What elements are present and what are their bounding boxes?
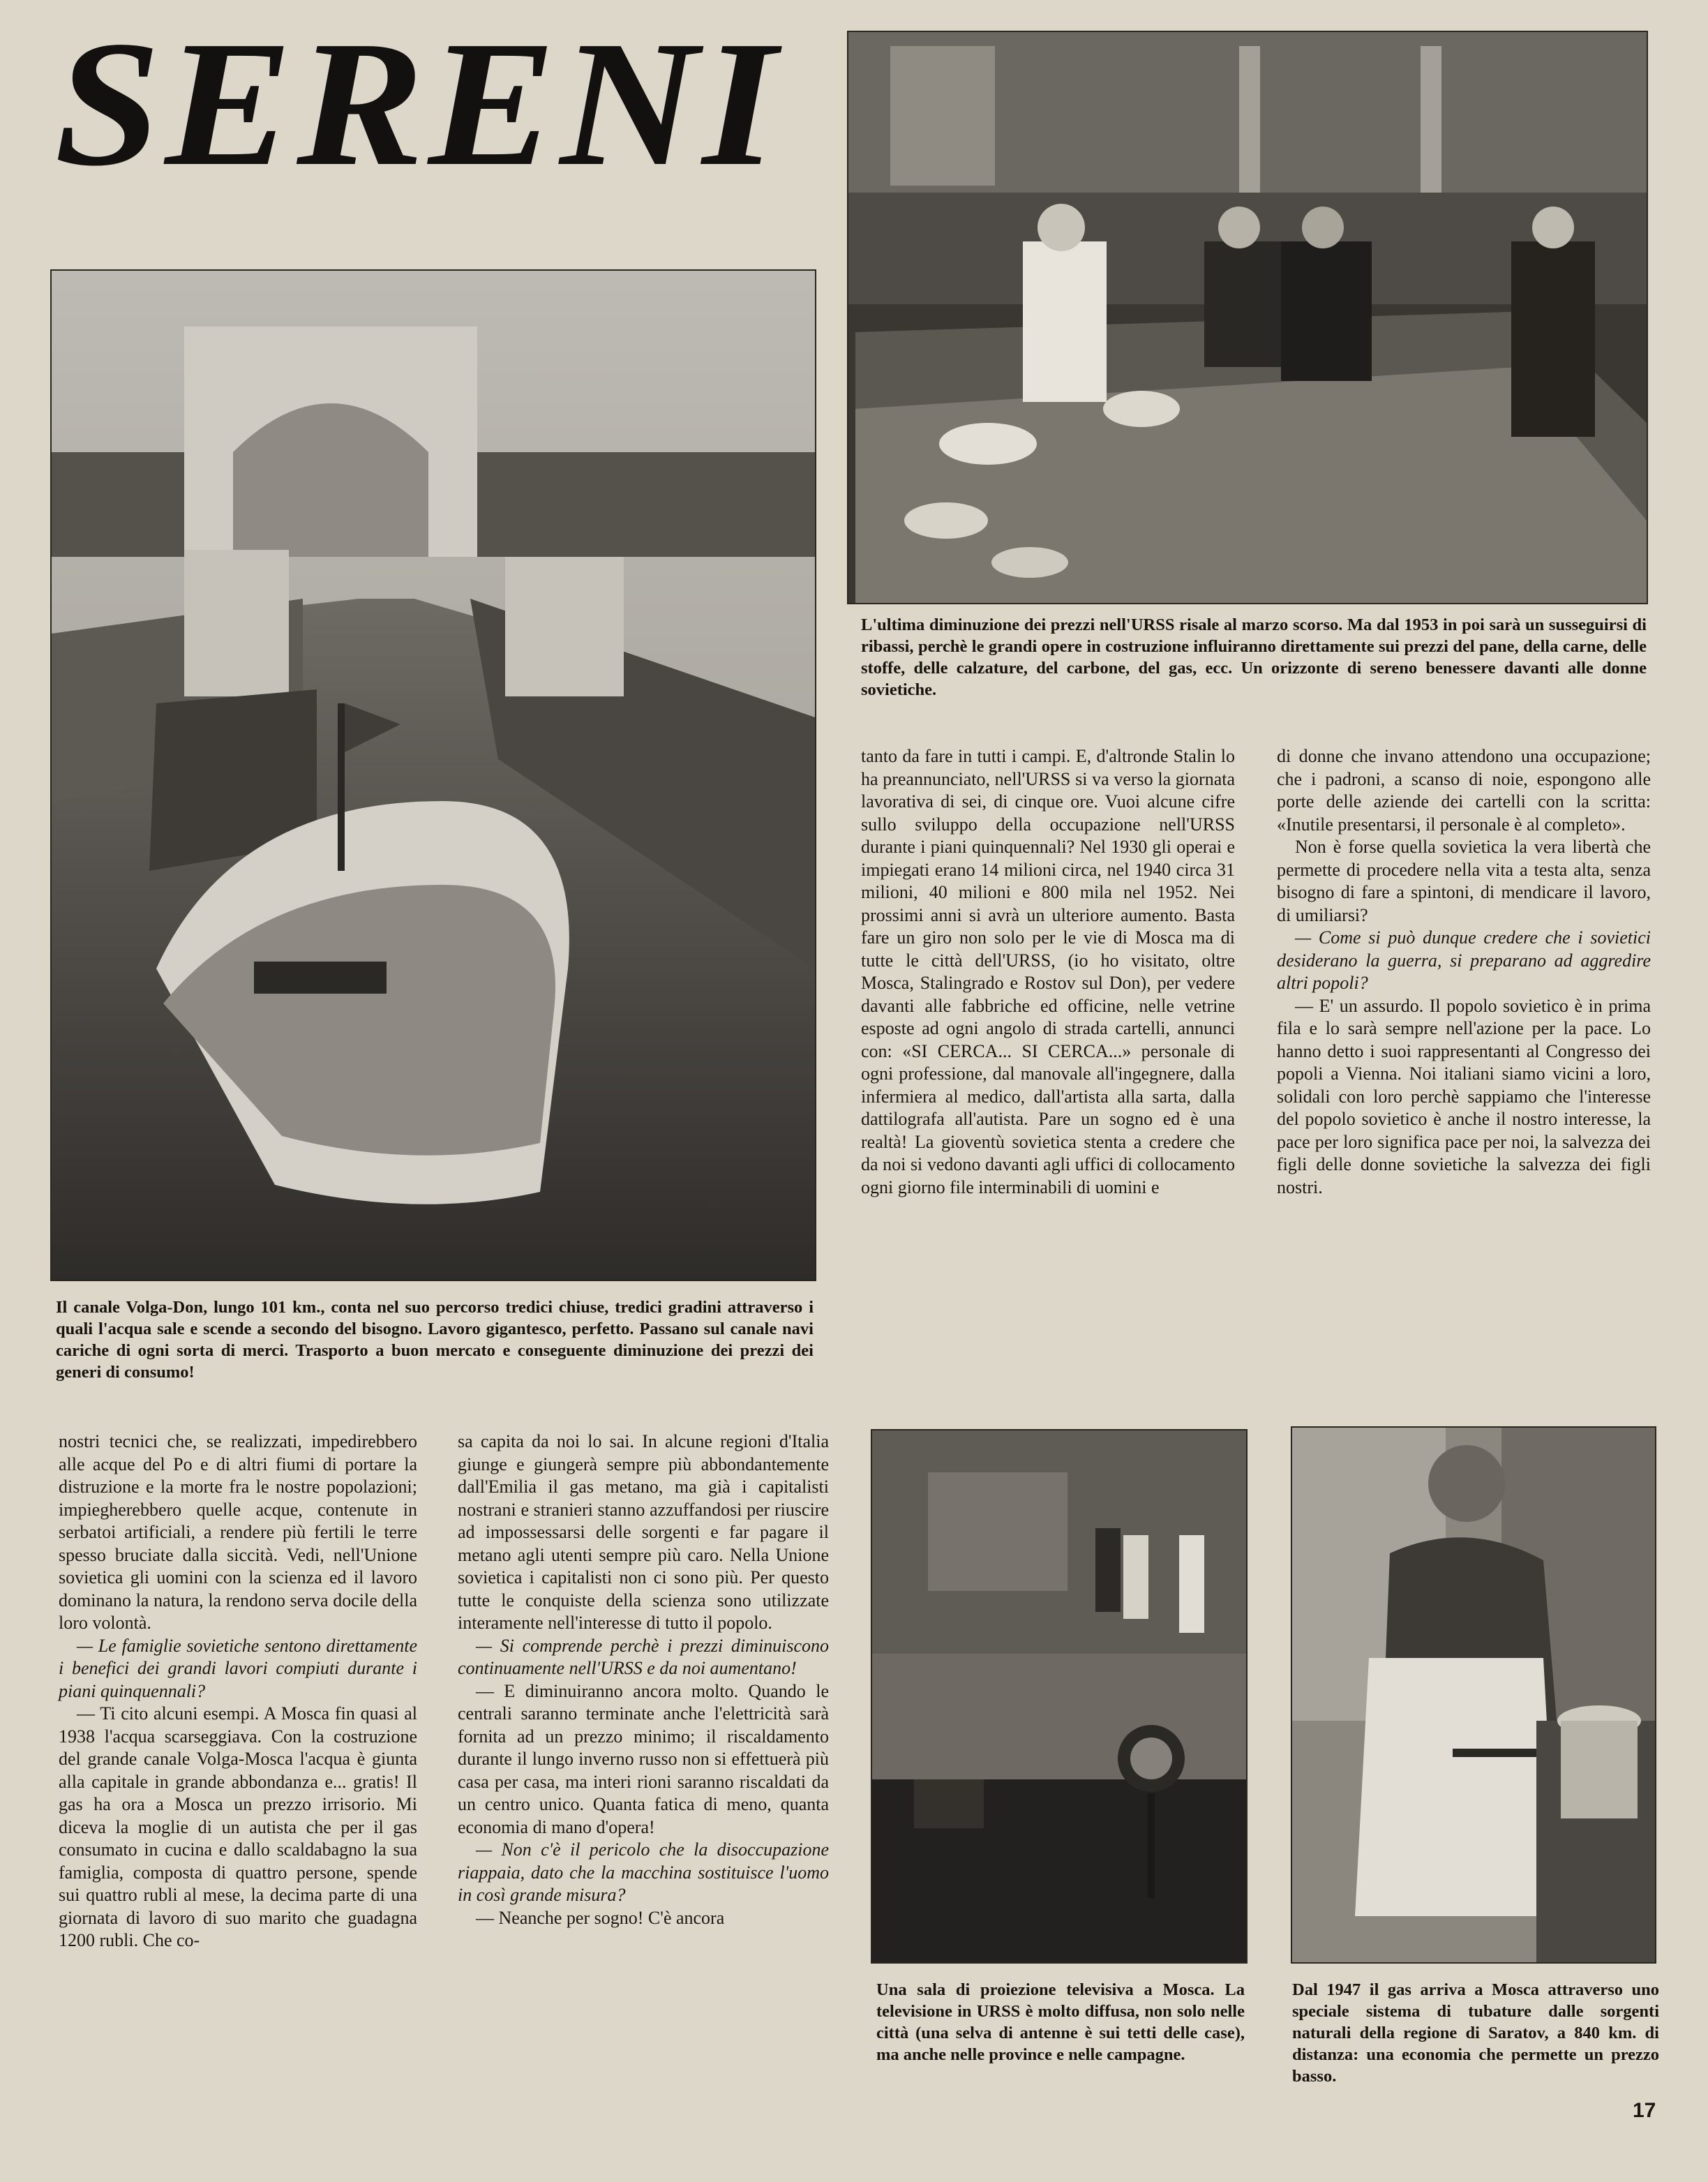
soviet-store-photo xyxy=(847,31,1648,604)
kitchen-photo-caption: Dal 1947 il gas arriva a Mosca attraverso uno speciale sistema di tubature dalle sorgenti naturali della regione di Saratov, a 840 km. di distanza: una economia che permette un prezzo basso. xyxy=(1292,1980,1659,2086)
question-paragraph: — Come si può dunque credere che i sovietici desiderano la guerra, si preparano ad aggredire altri popoli? xyxy=(1277,927,1651,993)
volga-don-canal-photo xyxy=(50,269,816,1281)
tv-photo-caption: Una sala di proiezione televisiva a Mosca. La televisione in URSS è molto diffusa, non solo nelle città (una selva di antenne è sui tetti delle case), ma anche nelle province e nelle campagne. xyxy=(876,1980,1245,2064)
page-number: 17 xyxy=(1633,2099,1656,2122)
television-room-photo xyxy=(871,1429,1248,1964)
canal-photo-caption: Il canale Volga-Don, lungo 101 km., conta nel suo percorso tredici chiuse, tredici gradini attraverso i quali l'acqua sale e scende a secondo del bisogno. Lavoro gigantesco, perfetto. Passano sul canale navi cariche di ogni sorta di merci. Trasporto a buon mercato e conseguente diminuzione dei prezzi dei generi di consumo! xyxy=(56,1298,814,1382)
paragraph: di donne che invano attendono una occupazione; che i padroni, a scanso di noie, espongono alle porte delle aziende dei cartelli con la scritta: «Inutile presentarsi, il personale è al completo». xyxy=(1277,746,1651,835)
article-column-upper-left xyxy=(861,745,1235,1199)
article-column-lower-left xyxy=(59,1430,417,1952)
paragraph: — E diminuiranno ancora molto. Quando le centrali saranno terminate anche l'elettricità sarà fornita ad un prezzo minimo; il riscaldamento durante il lungo inverno russo non si effettuerà più casa per casa, ma interi rioni saranno riscaldati da un centro unico. Quanta fatica di meno, quanta economia di mano d'opera! xyxy=(458,1680,829,1837)
paragraph: tanto da fare in tutti i campi. E, d'altronde Stalin lo ha preannunciato, nell'URSS si va verso la giornata lavorativa di sei, di cinque ore. Vuoi alcune cifre sullo sviluppo della occupazione nell'URSS durante i piani quinquennali? Nel 1930 gli operai e impiegati erano 14 milioni circa, nel 1940 circa 31 milioni, 40 milioni e 800 mila nel 1952. Nei prossimi anni si avrà un ulteriore aumento. Basta fare un giro non solo per le vie di Mosca ma di tutte le città dell'URSS, (io ho visitato, oltre Mosca, Stalingrado e Rostov sul Don), per vedere davanti alle fabbriche ed officine, nelle vetrine esposte ad ogni angolo di strada cartelli, annunci con: «SI CERCA... SI CERCA...» personale di ogni professione, dal manovale all'ingegnere, dalla infermiera al medico, dall'artista alla sarta, dalla dattilografa all'autista. Pare un sogno ed è una realtà! La gioventù sovietica stenta a credere che da noi si vedono davanti agli uffici di collocamento ogni giorno file interminabili di uomini e xyxy=(861,746,1235,1197)
store-photo-caption: L'ultima diminuzione dei prezzi nell'URSS risale al marzo scorso. Ma dal 1953 in poi sarà un susseguirsi di ribassi, perchè le grandi opere in costruzione influiranno direttamente sui prezzi del pane, della carne, delle stoffe, delle calzature, del carbone, del gas, ecc. Un orizzonte di sereno benessere davanti alle donne sovietiche. xyxy=(861,615,1647,699)
paragraph: — Neanche per sogno! C'è ancora xyxy=(476,1907,725,1928)
headline: SERENI xyxy=(54,3,781,203)
article-column-lower-right xyxy=(458,1430,829,1929)
article-column-upper-right xyxy=(1277,745,1651,1199)
gas-kitchen-photo xyxy=(1291,1426,1656,1964)
paragraph: — E' un assurdo. Il popolo sovietico è in prima fila e lo sarà sempre nell'azione per la pace. Lo hanno detto i suoi rappresentanti al Congresso dei popoli a Vienna. Noi italiani siamo vicini a loro, solidali con loro perchè sappiamo che l'interesse del popolo sovietico è anche il nostro interesse, la pace per loro significa pace per noi, la salvezza dei figli delle donne sovietiche la salvezza dei figli nostri. xyxy=(1277,995,1651,1197)
paragraph: sa capita da noi lo sai. In alcune regioni d'Italia giunge e giungerà sempre più abbondantemente dall'Emilia il gas metano, ma già i capitalisti nostrani e stranieri stanno azzuffandosi per riuscire ad impossessarsi delle sorgenti e far pagare il metano agli utenti sempre più caro. Nella Unione sovietica i capitalisti non ci sono più. Per questo tutte le conquiste della scienza sono utilizzate interamente nell'interesse di tutto il popolo. xyxy=(458,1431,829,1633)
question-paragraph: — Si comprende perchè i prezzi diminuiscono continuamente nell'URSS e da noi aumentano! xyxy=(458,1635,829,1678)
paragraph: nostri tecnici che, se realizzati, impedirebbero alle acque del Po e di altri fiumi di portare la distruzione e la morte fra le nostre popolazioni; impiegherebbero quelle acque, contenute in serbatoi artificiali, a rendere più fertili le terre spesso bruciate dalla siccità. Vedi, nell'Unione sovietica gli uomini con la scienza ed il lavoro dominano la natura, la rendono serva docile della loro volontà. xyxy=(59,1431,417,1633)
paragraph: — Ti cito alcuni esempi. A Mosca fin quasi al 1938 l'acqua scarseggiava. Con la costruzione del grande canale Volga-Mosca l'acqua è giunta alla capitale in grande abbondanza e... gratis! Il gas ha ora a Mosca un prezzo irrisorio. Mi diceva la moglie di un autista che per il gas consumato in cucina e dallo scaldabagno la sua famiglia, composta di quattro persone, spende sui quattro rubli al mese, la decima parte di una giornata di lavoro di suo marito che guadagna 1200 rubli. Che co- xyxy=(59,1703,417,1950)
question-paragraph: — Le famiglie sovietiche sentono direttamente i benefici dei grandi lavori compiuti durante i piani quinquennali? xyxy=(59,1635,417,1701)
question-paragraph: — Non c'è il pericolo che la disoccupazione riappaia, dato che la macchina sostituisce l'uomo in così grande misura? xyxy=(458,1839,829,1905)
paragraph: Non è forse quella sovietica la vera libertà che permette di procedere nella vita a testa alta, senza bisogno di fare a spintoni, di mendicare il lavoro, di umiliarsi? xyxy=(1277,837,1651,925)
